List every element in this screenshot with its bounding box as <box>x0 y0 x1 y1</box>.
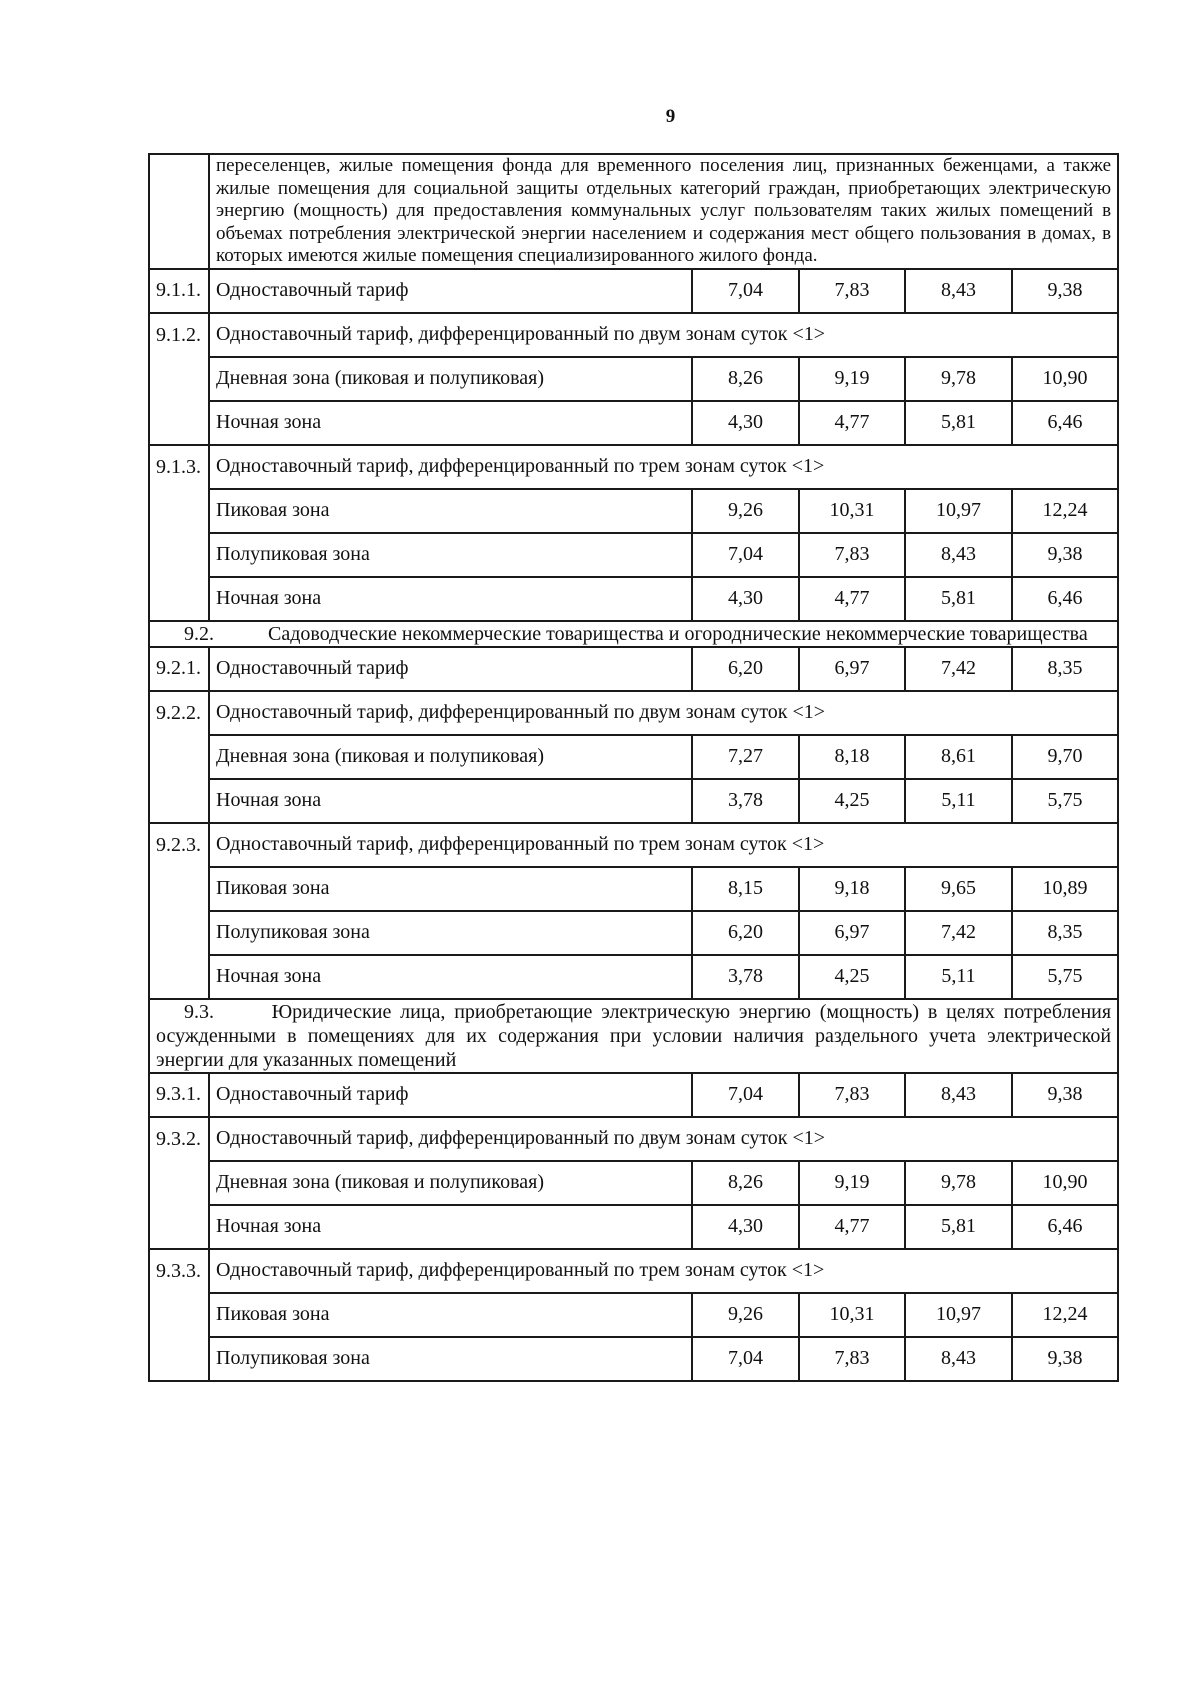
page-number: 9 <box>665 106 676 127</box>
value-cell: 4,77 <box>799 577 905 621</box>
value-cell: 7,04 <box>692 1073 799 1117</box>
table-row <box>149 1205 1118 1249</box>
value-cell: 9,38 <box>1012 1073 1118 1117</box>
table-row <box>149 691 1118 735</box>
table-row <box>149 999 1118 1073</box>
table-row <box>149 154 1118 269</box>
row-number: 9.3.2. <box>149 1117 209 1249</box>
value-cell: 7,83 <box>799 269 905 313</box>
section-number: 9.3. <box>184 1000 214 1023</box>
value-cell: 7,42 <box>905 911 1012 955</box>
table-row <box>149 735 1118 779</box>
table-row <box>149 313 1118 357</box>
table-row <box>149 1161 1118 1205</box>
row-label: Пиковая зона <box>209 867 692 911</box>
row-label: Дневная зона (пиковая и полупиковая) <box>209 1161 692 1205</box>
tariff-table <box>148 153 1119 1382</box>
row-number: 9.3.1. <box>149 1073 209 1117</box>
row-label: Ночная зона <box>209 577 692 621</box>
value-cell: 5,11 <box>905 779 1012 823</box>
value-cell: 9,78 <box>905 1161 1012 1205</box>
row-label: Одноставочный тариф, дифференцированный по трем зонам суток <1> <box>209 1249 1118 1293</box>
value-cell: 4,77 <box>799 401 905 445</box>
value-cell: 5,81 <box>905 401 1012 445</box>
section-text: Садоводческие некоммерческие товарищества и огороднические некоммерческие товарищества <box>268 622 1088 645</box>
row-label: Одноставочный тариф, дифференцированный по трем зонам суток <1> <box>209 445 1118 489</box>
value-cell: 9,19 <box>799 1161 905 1205</box>
value-cell: 5,11 <box>905 955 1012 999</box>
table-row <box>149 445 1118 489</box>
value-cell: 9,65 <box>905 867 1012 911</box>
num-cell <box>149 154 209 269</box>
value-cell: 6,20 <box>692 911 799 955</box>
value-cell: 7,83 <box>799 1073 905 1117</box>
value-cell: 4,77 <box>799 1205 905 1249</box>
value-cell: 8,43 <box>905 1073 1012 1117</box>
row-label: Одноставочный тариф <box>209 269 692 313</box>
value-cell: 8,43 <box>905 533 1012 577</box>
table-row <box>149 1073 1118 1117</box>
row-label: Полупиковая зона <box>209 911 692 955</box>
table-row <box>149 401 1118 445</box>
row-label: Дневная зона (пиковая и полупиковая) <box>209 357 692 401</box>
table-row <box>149 955 1118 999</box>
table-row <box>149 823 1118 867</box>
value-cell: 3,78 <box>692 955 799 999</box>
table-row <box>149 1337 1118 1381</box>
row-label: Полупиковая зона <box>209 1337 692 1381</box>
table-row <box>149 1117 1118 1161</box>
table-row <box>149 1293 1118 1337</box>
value-cell: 9,38 <box>1012 533 1118 577</box>
table-row <box>149 621 1118 647</box>
value-cell: 8,26 <box>692 357 799 401</box>
value-cell: 6,97 <box>799 647 905 691</box>
table-row <box>149 779 1118 823</box>
value-cell: 4,30 <box>692 577 799 621</box>
value-cell: 9,26 <box>692 1293 799 1337</box>
value-cell: 10,89 <box>1012 867 1118 911</box>
value-cell: 9,19 <box>799 357 905 401</box>
value-cell: 9,26 <box>692 489 799 533</box>
value-cell: 9,18 <box>799 867 905 911</box>
intro-text: переселенцев, жилые помещения фонда для временного поселения лиц, признанных беженцами, а также жилые помещения для социальной защиты отдельных категорий граждан, приобретающих электрическую энергию (мощность) для предоставления коммунальных услуг пользователям таких жилых помещений в объемах потребления электрической энергии населением и содержания мест общего пользования в домах, в которых имеются жилые помещения специализированного жилого фонда. <box>209 154 1118 269</box>
value-cell: 6,46 <box>1012 577 1118 621</box>
value-cell: 7,27 <box>692 735 799 779</box>
table-row <box>149 489 1118 533</box>
section-heading <box>149 621 1118 647</box>
value-cell: 8,43 <box>905 1337 1012 1381</box>
value-cell: 6,46 <box>1012 401 1118 445</box>
value-cell: 3,78 <box>692 779 799 823</box>
table-row <box>149 867 1118 911</box>
value-cell: 8,35 <box>1012 911 1118 955</box>
value-cell: 7,04 <box>692 533 799 577</box>
row-label: Одноставочный тариф, дифференцированный по двум зонам суток <1> <box>209 1117 1118 1161</box>
value-cell: 12,24 <box>1012 1293 1118 1337</box>
value-cell: 8,35 <box>1012 647 1118 691</box>
row-label: Одноставочный тариф <box>209 647 692 691</box>
table-row <box>149 647 1118 691</box>
value-cell: 4,25 <box>799 779 905 823</box>
table-row <box>149 911 1118 955</box>
row-label: Одноставочный тариф, дифференцированный по двум зонам суток <1> <box>209 691 1118 735</box>
row-number: 9.3.3. <box>149 1249 209 1381</box>
value-cell: 12,24 <box>1012 489 1118 533</box>
value-cell: 8,26 <box>692 1161 799 1205</box>
value-cell: 10,90 <box>1012 1161 1118 1205</box>
value-cell: 8,61 <box>905 735 1012 779</box>
row-label: Ночная зона <box>209 401 692 445</box>
row-label: Одноставочный тариф, дифференцированный по трем зонам суток <1> <box>209 823 1118 867</box>
value-cell: 5,75 <box>1012 955 1118 999</box>
row-label: Ночная зона <box>209 1205 692 1249</box>
value-cell: 10,90 <box>1012 357 1118 401</box>
value-cell: 7,83 <box>799 533 905 577</box>
value-cell: 5,75 <box>1012 779 1118 823</box>
row-number: 9.2.3. <box>149 823 209 999</box>
row-number: 9.1.3. <box>149 445 209 621</box>
row-label: Полупиковая зона <box>209 533 692 577</box>
value-cell: 9,38 <box>1012 269 1118 313</box>
section-number: 9.2. <box>184 622 214 645</box>
value-cell: 6,97 <box>799 911 905 955</box>
value-cell: 7,04 <box>692 1337 799 1381</box>
row-number: 9.2.2. <box>149 691 209 823</box>
table-row <box>149 269 1118 313</box>
row-number: 9.2.1. <box>149 647 209 691</box>
value-cell: 9,70 <box>1012 735 1118 779</box>
value-cell: 7,83 <box>799 1337 905 1381</box>
value-cell: 4,25 <box>799 955 905 999</box>
row-label: Ночная зона <box>209 955 692 999</box>
value-cell: 4,30 <box>692 401 799 445</box>
value-cell: 6,20 <box>692 647 799 691</box>
value-cell: 10,31 <box>799 489 905 533</box>
row-number: 9.1.2. <box>149 313 209 445</box>
value-cell: 10,97 <box>905 489 1012 533</box>
value-cell: 5,81 <box>905 577 1012 621</box>
row-label: Пиковая зона <box>209 489 692 533</box>
table-row <box>149 1249 1118 1293</box>
value-cell: 5,81 <box>905 1205 1012 1249</box>
value-cell: 4,30 <box>692 1205 799 1249</box>
row-number: 9.1.1. <box>149 269 209 313</box>
value-cell: 8,15 <box>692 867 799 911</box>
value-cell: 10,97 <box>905 1293 1012 1337</box>
value-cell: 9,78 <box>905 357 1012 401</box>
value-cell: 8,18 <box>799 735 905 779</box>
value-cell: 7,42 <box>905 647 1012 691</box>
table-row <box>149 577 1118 621</box>
row-label: Дневная зона (пиковая и полупиковая) <box>209 735 692 779</box>
value-cell: 8,43 <box>905 269 1012 313</box>
table-row <box>149 357 1118 401</box>
section-text: Юридические лица, приобретающие электрическую энергию (мощность) в целях потребления осужденными в помещениях для их содержания при условии наличия раздельного учета электрической энергии для указанных помещений <box>156 1000 1112 1071</box>
row-label: Пиковая зона <box>209 1293 692 1337</box>
row-label: Ночная зона <box>209 779 692 823</box>
row-label: Одноставочный тариф, дифференцированный по двум зонам суток <1> <box>209 313 1118 357</box>
table-row <box>149 533 1118 577</box>
value-cell: 7,04 <box>692 269 799 313</box>
value-cell: 6,46 <box>1012 1205 1118 1249</box>
value-cell: 10,31 <box>799 1293 905 1337</box>
section-heading <box>149 999 1118 1073</box>
value-cell: 9,38 <box>1012 1337 1118 1381</box>
row-label: Одноставочный тариф <box>209 1073 692 1117</box>
